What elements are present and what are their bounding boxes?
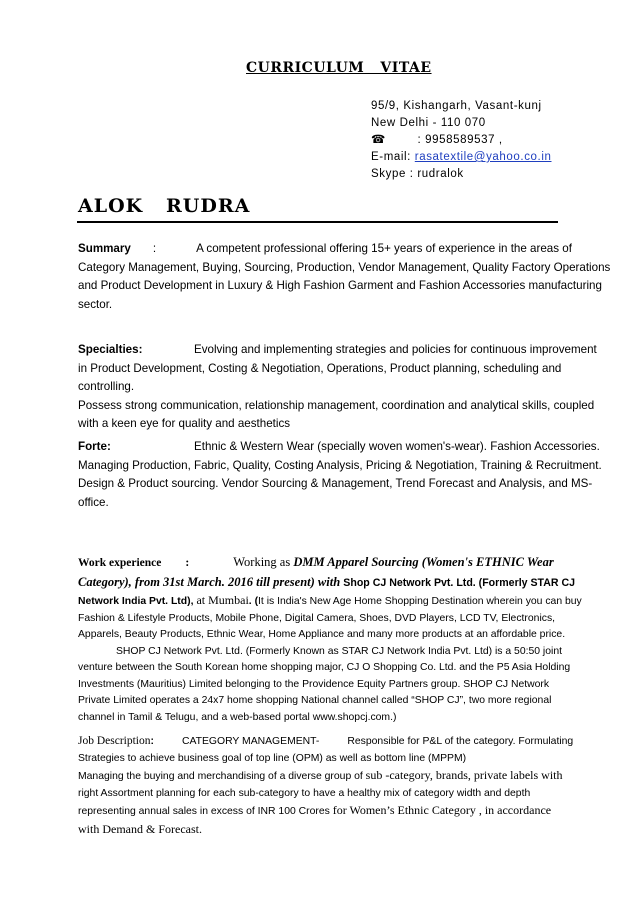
job-line-4: right Assortment planning for each sub-category to have a healthy mix of category width and depth [78, 787, 531, 799]
work-desc-line-1: It is India's New Age Home Shopping Destination wherein you can buy [258, 596, 582, 607]
phone-icon: ☎ [371, 134, 386, 146]
document-title: CURRICULUM VITAE [246, 60, 432, 76]
email-link[interactable]: rasatextile@yahoo.co.in [414, 151, 552, 163]
company-name-2: Network India Pvt. Ltd), [78, 596, 194, 607]
summary-section [78, 240, 611, 314]
summary-line-3: and Product Development in Luxury & High Fashion Garment and Fashion Accessories manufacturing [78, 279, 602, 293]
candidate-name: ALOK RUDRA [78, 195, 251, 217]
job-desc-colon: : [150, 736, 154, 747]
specialties-label: Specialties: [78, 343, 143, 356]
phone-number: : 9958589537 , [417, 134, 503, 146]
category-management-heading: CATEGORY MANAGEMENT- [181, 736, 320, 747]
skype-line: Skype : rudralok [371, 168, 464, 180]
forte-label: Forte: [78, 440, 111, 453]
work-desc-line-3: Apparels, Beauty Products, Ethnic Wear, Home Appliance and many more products at an affordable price. [78, 629, 566, 640]
forte-line-2: Managing Production, Fabric, Quality, Costing Analysis, Pricing & Negotiation, Training & Recruitment. [78, 458, 602, 472]
work-experience-section [78, 552, 608, 726]
email-line [371, 149, 552, 166]
forte-line-1: Ethnic & Western Wear (specially woven women's-wear). Fashion Accessories. [194, 440, 600, 453]
location-dot: . ( [248, 596, 259, 607]
name-divider [77, 221, 558, 223]
job-line-1: Responsible for P&L of the category. Formulating [347, 736, 574, 747]
location: at Mumbai [193, 593, 249, 607]
summary-line-4: sector. [78, 297, 113, 311]
job-desc-label: Job Description [78, 735, 151, 747]
address-line-2: New Delhi - 110 070 [371, 117, 486, 129]
company-para-line-4: Private Limited operates a 24x7 home shopping National channel called “SHOP CJ”, two more regional [78, 695, 552, 706]
company-para-line-2: venture between the South Korean home shopping major, CJ O Shopping Co. Ltd. and the P5 Asia Holding [78, 662, 571, 673]
work-desc-line-2: Fashion & Lifestyle Products, Mobile Phone, Digital Camera, Shoes, DVD Players, LCD TV, Electronics, [78, 612, 556, 624]
specialties-line-2: in Product Development, Costing & Negotiation, Operations, Product planning, scheduling and [78, 361, 562, 375]
job-line-2: Strategies to achieve business goal of top line (OPM) as well as bottom line (MPPM) [78, 752, 467, 764]
summary-line-1: A competent professional offering 15+ years of experience in the areas of [196, 242, 572, 255]
specialties-line-5: with a keen eye for quality and aesthetics [78, 417, 291, 431]
address-line-1: 95/9, Kishangarh, Vasant-kunj [371, 100, 542, 112]
job-line-3a: Managing the buying and merchandising of a diverse group of [78, 771, 366, 782]
specialties-section [78, 341, 608, 434]
forte-line-3: Design & Product sourcing. Vendor Sourcing & Management, Trend Forecast and Analysis, and MS- [78, 477, 593, 491]
summary-label: Summary [78, 242, 131, 255]
job-line-5a: representing annual sales in excess of INR 100 Crores [78, 806, 333, 817]
role-title-1: DMM Apparel Sourcing (Women's ETHNIC Wear [293, 555, 554, 569]
phone-line [371, 132, 503, 149]
role-title-2: Category), from 31st March. 2016 till present) with [78, 575, 344, 589]
specialties-line-1: Evolving and implementing strategies and policies for continuous improvement [194, 343, 597, 356]
company-para-line-5: channel in Tamil & Telugu, and a web-based portal www.shopcj.com.) [78, 711, 397, 723]
company-para-line-3: Investments (Mauritius) Limited belonging to the Providence Equity Partners group. SHOP CJ Network [78, 678, 550, 690]
job-line-6: with Demand & Forecast. [78, 821, 202, 836]
job-description-section [78, 733, 608, 838]
work-colon: : [185, 556, 190, 569]
specialties-line-3: controlling. [78, 380, 135, 394]
company-para-line-1: SHOP CJ Network Pvt. Ltd. (Formerly Known as STAR CJ Network India Pvt. Ltd) is a 50:50 joint [116, 645, 562, 657]
forte-section [78, 438, 608, 512]
specialties-line-4: Possess strong communication, relationship management, coordination and analytical skills, coupled [78, 398, 595, 412]
forte-line-4: office. [78, 495, 109, 509]
job-line-3b: sub -category, brands, private labels with [365, 768, 563, 782]
working-as-label: Working as [233, 555, 294, 569]
email-label: E-mail: [371, 151, 415, 163]
job-line-5b: for Women’s Ethnic Category , in accordance [332, 803, 552, 817]
work-label: Work experience [78, 557, 162, 569]
summary-colon: : [152, 242, 157, 255]
company-name-1: Shop CJ Network Pvt. Ltd. (Formerly STAR CJ [343, 577, 576, 589]
summary-line-2: Category Management, Buying, Sourcing, Production, Vendor Management, Quality Factory Operations [78, 260, 611, 274]
